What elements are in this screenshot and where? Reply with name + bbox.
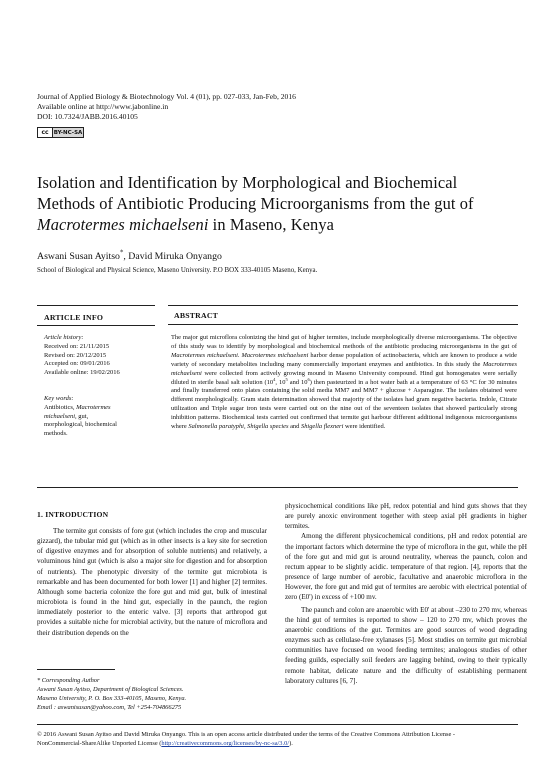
abstract-rule bbox=[168, 324, 518, 325]
footnote-rule bbox=[37, 669, 115, 670]
license-terms-icon: BY-NC-SA bbox=[53, 129, 83, 136]
license-text-2: NonCommercial-ShareAlike Unported License ( bbox=[37, 740, 162, 747]
history-label: Article history: bbox=[44, 334, 84, 341]
corresponding-label: * Corresponding Author bbox=[37, 677, 100, 684]
intro-paragraph-3: Among the different physicochemical conditions, pH and redox potential are the important factors which determine the type of microflora in the gut, while the pH of the fore gut and mid gut is around neutrality, whereas the paunch, colon and rectum appear to be slightly acidic. temperature of that region. [4], reports that the presence of large number of aerobic, facultative and anaerobic microflora in the However, the fore gut and mid gut of termites are aerobic with electrical potential of zero (E0') in excess of +100 mv. bbox=[285, 532, 527, 602]
author-1: Aswani Susan Ayitso bbox=[37, 251, 120, 262]
corresponding-mark: * bbox=[119, 249, 124, 257]
intro-paragraph-2: physicochemical conditions like pH, redox potential and hind guts shows that they are purely anoxic environment together with steep axial pH gradients in higher termites. bbox=[285, 502, 527, 531]
corresponding-author bbox=[37, 677, 267, 713]
abstract-body: The major gut microflora colonizing the hind gut of higher termites, include morphologically diverse microorganisms. The objective of this study was to identify by morphological and biochemical methods of the antibiotic producing microorganisms in the gut of Macrotermes michaelseni. Macrotermes michaelseni harbor dense population of actinobacteria, which are known to produce a wide variety of secondary metabolites including many commercially important enzymes and antibiotics. In this study the Macrotermes michaelseni were collected from actively growing mound in Maseno University compound. Hind gut homogenates were serially diluted in sterile basal salt solution ($10^4$, $10^5$ and $10^6$) then pasteurized in a hot water bath at a temperature of 63 °C for 30 minutes and finally transferred onto plates containing the solid media MM7 and MM7 + glucose + Asparagine. The isolates obtained were different morphologically. Gram stain determination showed that majority of the isolates had gram negative bacteria. Indole, Citrate utilization and Triple sugar iron tests were carried out on the nine out of the seventeen isolates that showed particularly strong inhibition patterns. Biochemical tests carried out confirmed that termite gut harbour different additional indigenous microorganisms where Salmonella paratyphi, Shigella species and Shigella flexneri were identified. bbox=[171, 334, 518, 431]
article-info-heading: ARTICLE INFO bbox=[44, 313, 104, 322]
corresponding-name: Aswani Susan Ayitso, Department of Biological Sciences. bbox=[37, 685, 184, 693]
journal-doi[interactable]: DOI: 10.7324/JABB.2016.40105 bbox=[37, 112, 138, 121]
keyword-gut: , gut, bbox=[75, 412, 89, 420]
article-info-top-rule bbox=[37, 305, 155, 306]
revised-date: Revised on: 20/12/2015 bbox=[44, 351, 107, 359]
journal-url[interactable]: Available online at http://www.jabonline.in bbox=[37, 102, 169, 111]
license-text-3: ). bbox=[289, 740, 293, 747]
license-footer bbox=[37, 730, 527, 748]
keyword-methods: morphological, biochemical bbox=[44, 421, 117, 429]
corresponding-email[interactable]: Email : aswanisusan@yahoo.com, Tel +254-704866275 bbox=[37, 703, 182, 711]
abstract-heading: ABSTRACT bbox=[174, 311, 219, 320]
keywords bbox=[44, 395, 164, 439]
received-date: Received on: 21/11/2015 bbox=[44, 342, 110, 350]
introduction-heading: 1. INTRODUCTION bbox=[37, 510, 109, 519]
paper-title-line-2: Methods of Antibiotic Producing Microorganisms from the gut of bbox=[37, 194, 474, 213]
title-location: in Maseno, Kenya bbox=[208, 215, 334, 234]
online-date: Available online: 19/02/2016 bbox=[44, 369, 120, 377]
abstract-bottom-rule bbox=[37, 487, 518, 488]
journal-citation: Journal of Applied Biology & Biotechnology Vol. 4 (01), pp. 027-033, Jan-Feb, 2016 bbox=[37, 92, 296, 101]
author-list bbox=[37, 251, 222, 262]
intro-left-column bbox=[37, 526, 267, 638]
footer-rule bbox=[37, 724, 518, 725]
license-link[interactable]: http://creativecommons.org/licenses/by-nc-sa/3.0/ bbox=[161, 740, 290, 747]
cc-license-badge[interactable] bbox=[37, 127, 84, 138]
keyword-end: methods. bbox=[44, 430, 68, 438]
affiliation: School of Biological and Physical Science, Maseno University. P.O BOX 333-40105 Maseno, Kenya. bbox=[37, 267, 318, 274]
accepted-date: Accepted on: 09/01/2016 bbox=[44, 360, 110, 368]
intro-paragraph-1: The termite gut consists of fore gut (which includes the crop and muscular gizzard), the tubular mid gut (which as in other insects is a key site for secretion of digestive enzymes and for absorption of soluble nutrients) and relatively, a voluminous hind gut (which is also a major site for digestion and for absorption of nutrients). The phenotypic diversity of the termite gut microbiota is remarkable and has been documented for both lower [1] and higher [2] termites. Although some bacteria colonize the fore gut and mid gut, bulk of intestinal microbiota is found in the hind gut, especially in the paunch, the region immediately posterior to the enteric valve. [3] reports that arthropod gut provides a suitable niche for microbial activity, but the nature of microflora and their distribution depends on the bbox=[37, 527, 267, 637]
species-name: Macrotermes michaelseni bbox=[37, 215, 209, 234]
author-2: , David Miruka Onyango bbox=[123, 251, 222, 262]
keyword-species: michaelseni bbox=[44, 412, 76, 420]
abstract-top-rule bbox=[168, 305, 518, 306]
intro-right-column bbox=[285, 501, 527, 686]
article-info-rule bbox=[37, 325, 155, 326]
cc-icon: cc bbox=[38, 128, 53, 137]
keyword-antibiotics: Antibiotics, bbox=[44, 403, 77, 411]
paper-title-line-3 bbox=[37, 214, 517, 235]
keyword-genus: Macrotermes bbox=[76, 403, 111, 411]
paper-title-line-1: Isolation and Identification by Morphological and Biochemical bbox=[37, 173, 458, 192]
corresponding-address: Maseno University, P. O. Box 333-40105, Maseno, Kenya. bbox=[37, 694, 187, 702]
license-text: © 2016 Aswani Susan Ayitso and David Miruka Onyango. This is an open access article distributed under the terms of the Creative Commons Attribution License - bbox=[37, 731, 456, 738]
keywords-label: Key words: bbox=[44, 395, 74, 402]
intro-paragraph-4: The paunch and colon are anaerobic with E0' at about –230 to 270 mv, whereas the hind gut of termites is reported to show – 120 to 270 mv, which proves the anaerobic conditions of the gut. Termites are good sources of wood degrading enzymes such as cellulase-free xylanases [5]. Most studies on termite gut microbial communities have focused on wood feeding termites; analogous studies of other feeding guilds, especially soil feeders are lagging behind, owing to their typically remote habitat, delicate nature and the difficulty of establishing permanent laboratory cultures [6, 7]. bbox=[285, 605, 527, 685]
article-history bbox=[44, 334, 164, 378]
